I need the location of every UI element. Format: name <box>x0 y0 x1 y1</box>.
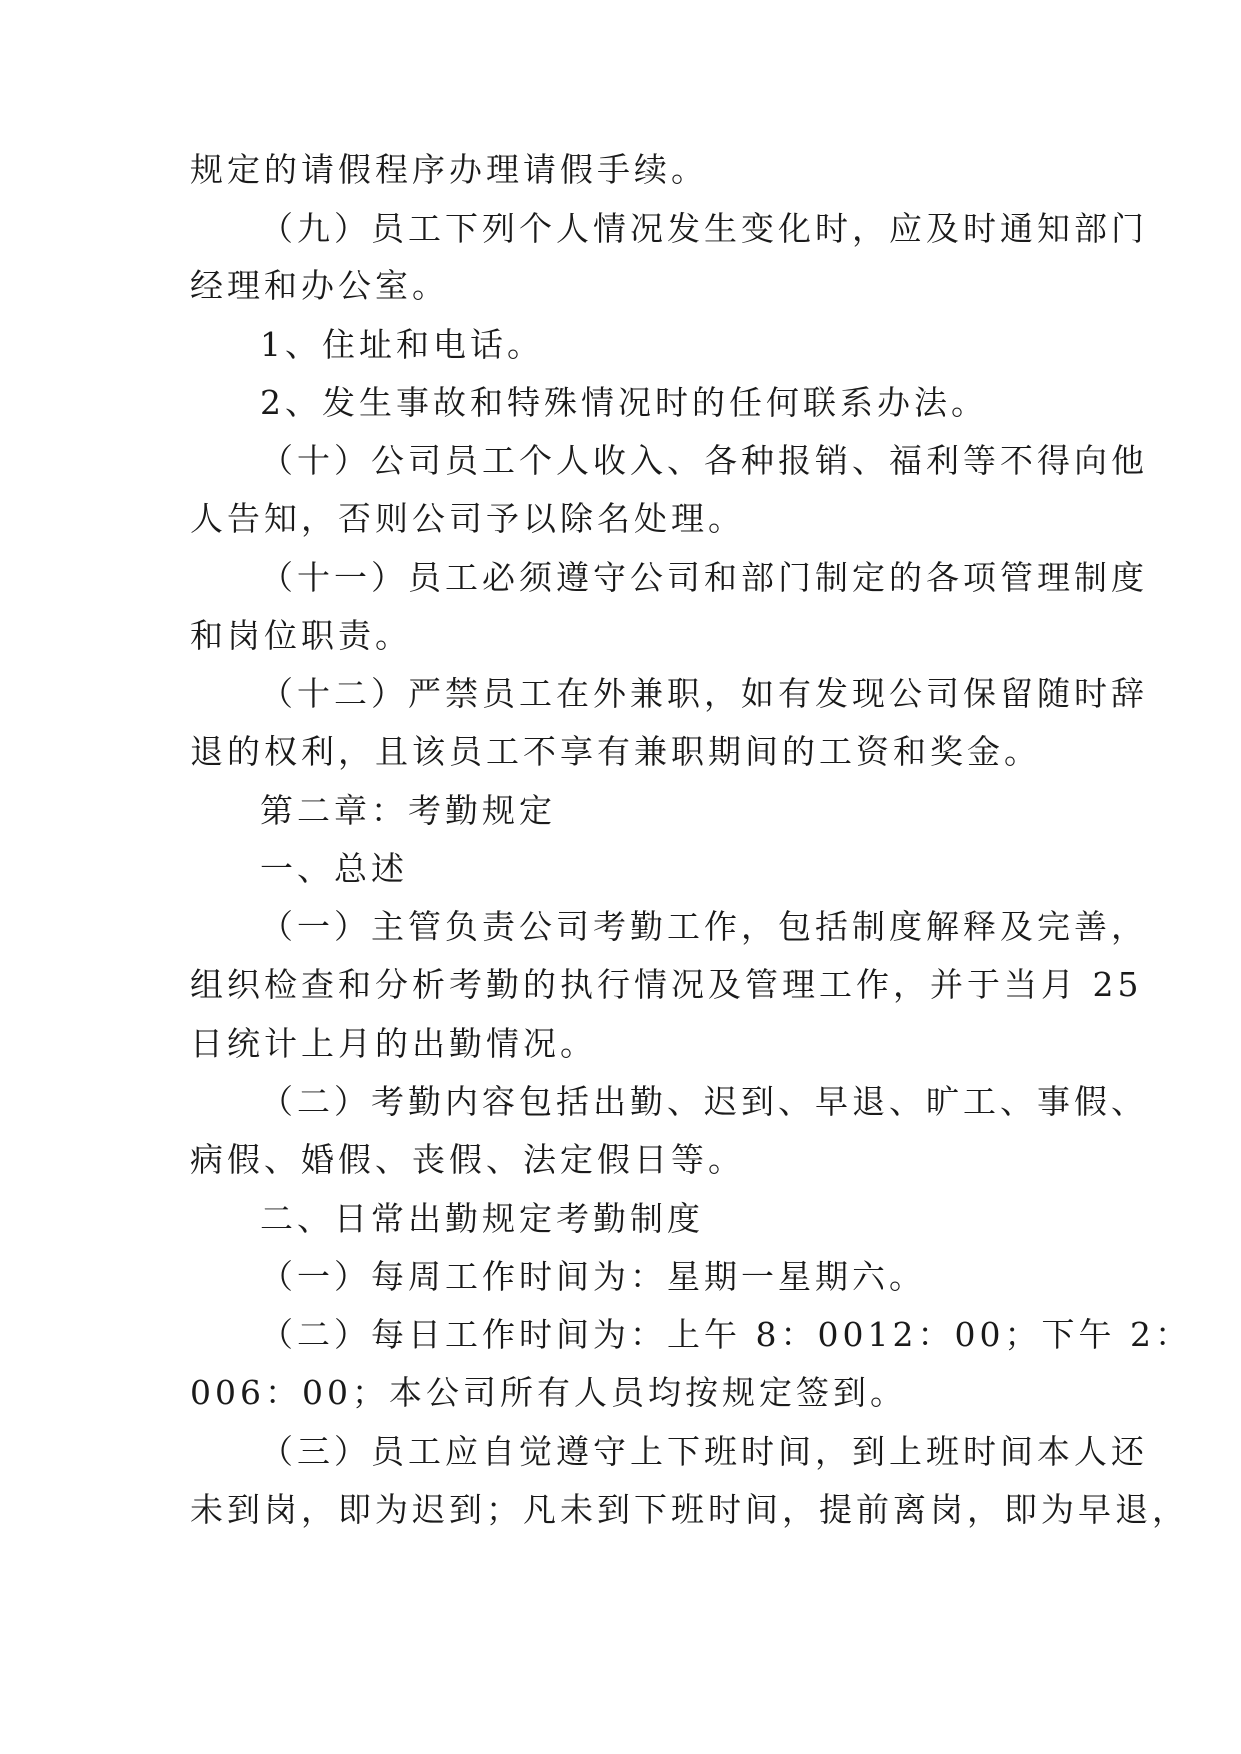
text-line: （一）主管负责公司考勤工作，包括制度解释及完善， <box>260 907 1148 946</box>
text-line: 经理和办公室。 <box>190 266 449 305</box>
text-line: （十二）严禁员工在外兼职，如有发现公司保留随时辞 <box>260 674 1148 713</box>
list-item: 1、住址和电话。 <box>260 325 544 364</box>
text-line: 未到岗，即为迟到；凡未到下班时间，提前离岗，即为早退， <box>190 1490 1189 1529</box>
chapter-heading: 第二章：考勤规定 <box>260 791 556 830</box>
text-line: （三）员工应自觉遵守上下班时间，到上班时间本人还 <box>260 1432 1148 1471</box>
text-line: （十一）员工必须遵守公司和部门制定的各项管理制度 <box>260 558 1148 597</box>
list-item: 2、发生事故和特殊情况时的任何联系办法。 <box>260 383 988 422</box>
text-line: 和岗位职责。 <box>190 616 412 655</box>
text-line: （十）公司员工个人收入、各种报销、福利等不得向他 <box>260 441 1148 480</box>
section-heading: 一、总述 <box>260 849 408 888</box>
text-line: 规定的请假程序办理请假手续。 <box>190 150 708 189</box>
text-line: 退的权利，且该员工不享有兼职期间的工资和奖金。 <box>190 732 1041 771</box>
text-line: 日统计上月的出勤情况。 <box>190 1024 597 1063</box>
text-line: 病假、婚假、丧假、法定假日等。 <box>190 1140 745 1179</box>
text-line: 组织检查和分析考勤的执行情况及管理工作，并于当月 25 <box>190 965 1143 1004</box>
text-line: （一）每周工作时间为：星期一星期六。 <box>260 1257 926 1296</box>
text-line: （九）员工下列个人情况发生变化时，应及时通知部门 <box>260 209 1148 248</box>
text-line: （二）每日工作时间为：上午 8：0012：00；下午 2： <box>260 1315 1192 1354</box>
text-line: 人告知，否则公司予以除名处理。 <box>190 499 745 538</box>
text-line: 006：00；本公司所有人员均按规定签到。 <box>190 1373 907 1412</box>
text-line: （二）考勤内容包括出勤、迟到、早退、旷工、事假、 <box>260 1082 1148 1121</box>
section-heading: 二、日常出勤规定考勤制度 <box>260 1199 704 1238</box>
